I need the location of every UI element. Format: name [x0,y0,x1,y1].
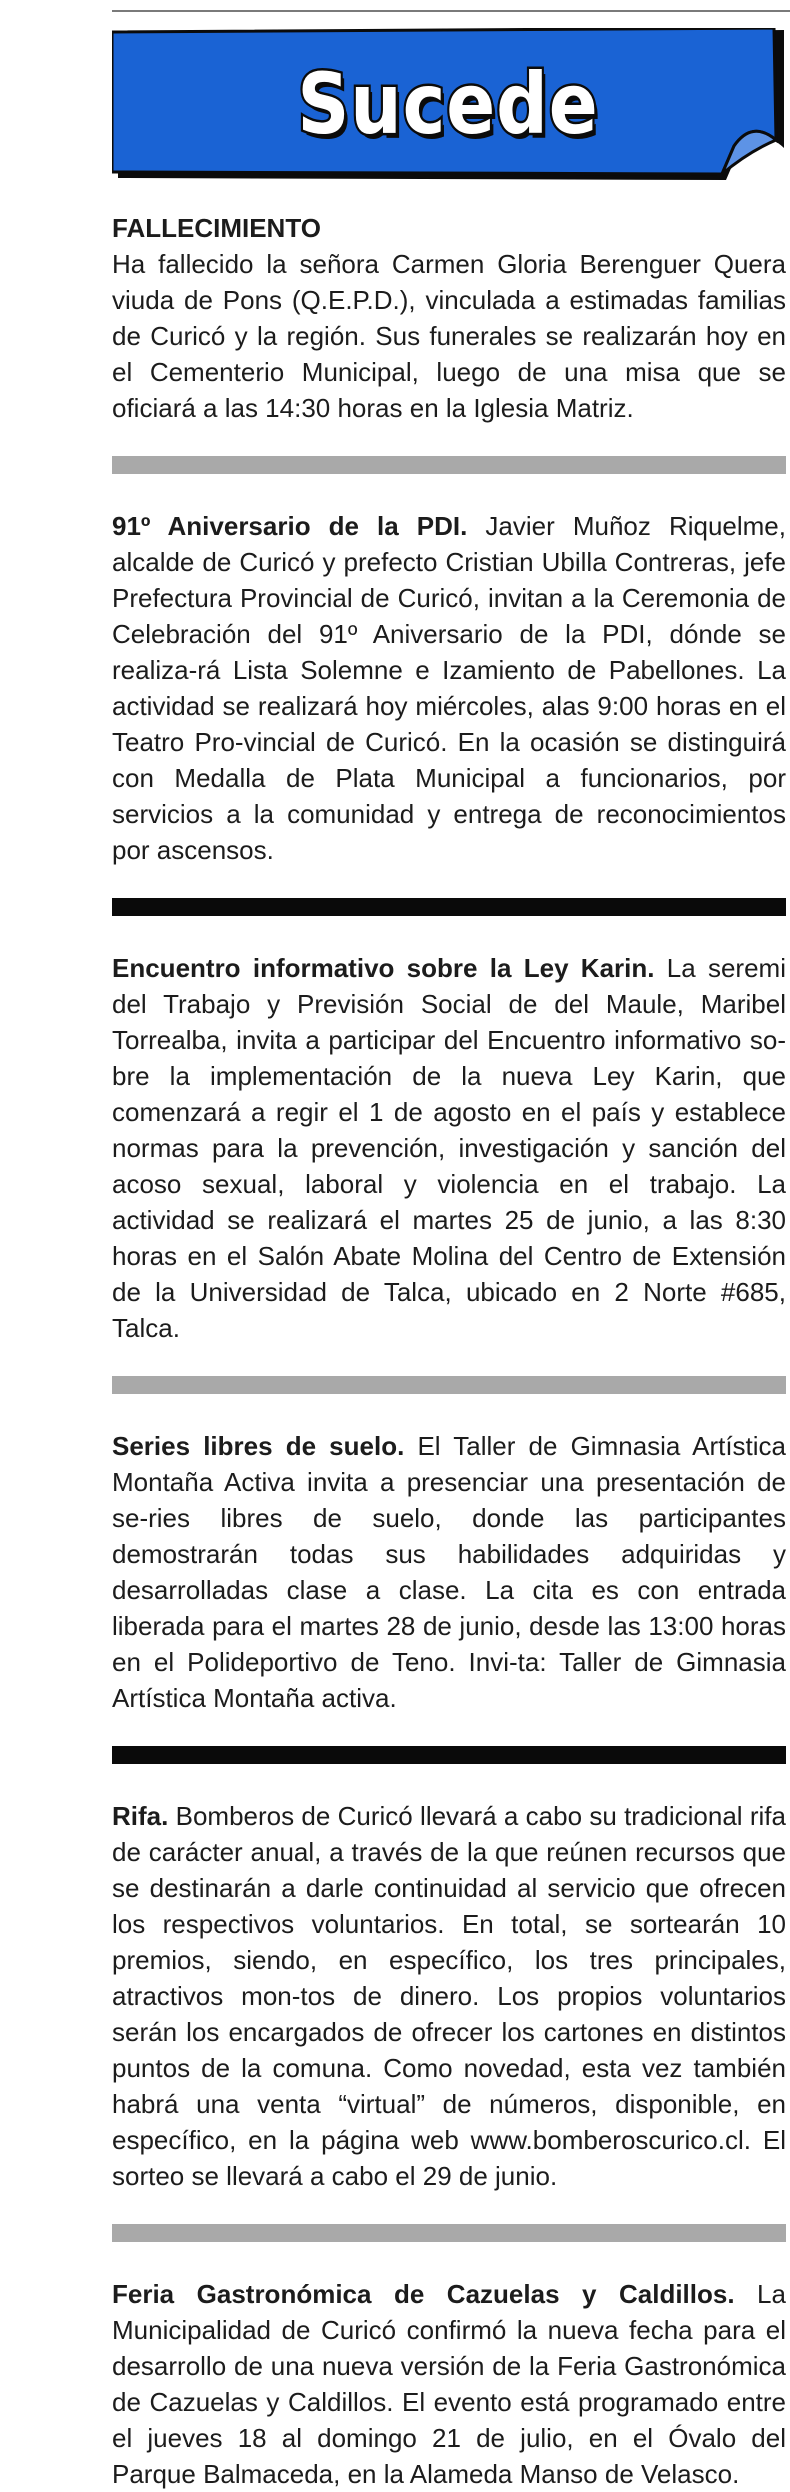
separator-rule [112,898,786,916]
item-lead: Encuentro informativo sobre la Ley Karin. [112,953,655,983]
separator-rule [112,1376,786,1394]
news-item-rifa [112,1798,786,2194]
top-rule [112,10,790,12]
news-item-fallecimiento [112,210,786,426]
item-text: La seremi del Trabajo y Previsión Social de del Maule, Maribel Torrealba, invita a participar del Encuentro informativo so-bre la implementación de la nueva Ley Karin, que comenzará a regir el 1 de agosto en el país y establece normas para la prevención, investigación y sanción del acoso sexual, laboral y violencia en el trabajo. La actividad se realizará el martes 25 de junio, a las 8:30 horas en el Salón Abate Molina del Centro de Extensión de la Universidad de Talca, ubicado en 2 Norte #685, Talca. [112,953,786,1343]
item-lead: 91º Aniversario de la PDI. [112,511,468,541]
item-lead: Feria Gastronómica de Cazuelas y Caldillos. [112,2279,735,2309]
item-text: La Municipalidad de Curicó confirmó la nueva fecha para el desarrollo de una nueva versión de la Feria Gastronómica de Cazuelas y Caldillos. El evento está programado entre el jueves 18 al domingo 21 de julio, en el Óvalo del Parque Balmaceda, en la Alameda Manso de Velasco. [112,2279,786,2489]
item-heading: FALLECIMIENTO [112,213,321,243]
item-text: Bomberos de Curicó llevará a cabo su tradicional rifa de carácter anual, a través de la que reúnen recursos que se destinarán a darle continuidad al servicio que ofrecen los respectivos voluntarios. En total, se sortearán 10 premios, siendo, en específico, los tres principales, atractivos mon-tos de dinero. Los propios voluntarios serán los encargados de ofrecer los cartones en distintos puntos de la comuna. Como novedad, esta vez también habrá una venta “virtual” de números, disponible, en específico, en la página web www.bomberoscurico.cl. El sorteo se llevará a cabo el 29 de junio. [112,1801,786,2191]
news-item-feria [112,2276,786,2492]
item-text: Ha fallecido la señora Carmen Gloria Berenguer Quera viuda de Pons (Q.E.P.D.), vinculada a estimadas familias de Curicó y la región. Sus funerales se realizarán hoy en el Cementerio Municipal, luego de una misa que se oficiará a las 14:30 horas en la Iglesia Matriz. [112,249,786,423]
news-item-series [112,1428,786,1716]
separator-rule [112,456,786,474]
separator-rule [112,1746,786,1764]
news-item-pdi [112,508,786,868]
section-title: Sucede [297,55,599,153]
item-text: Javier Muñoz Riquelme, alcalde de Curicó y prefecto Cristian Ubilla Contreras, jefe Prefectura Provincial de Curicó, invitan a la Ceremonia de Celebración del 91º Aniversario de la PDI, dónde se realiza-rá Lista Solemne e Izamiento de Pabellones. La actividad se realizará hoy miércoles, alas 9:00 horas en el Teatro Pro-vincial de Curicó. En la ocasión se distinguirá con Medalla de Plata Municipal a funcionarios, por servicios a la comunidad y entrega de reconocimientos por ascensos. [112,511,786,865]
separator-rule [112,2224,786,2242]
news-column [112,210,786,2492]
news-item-ley-karin [112,950,786,1346]
item-lead: Rifa. [112,1801,169,1831]
item-lead: Series libres de suelo. [112,1431,405,1461]
section-banner [112,28,784,180]
item-text: El Taller de Gimnasia Artística Montaña Activa invita a presenciar una presentación de se-ries libres de suelo, donde las participantes demostrarán todas sus habilidades adquiridas y desarrolladas clase a clase. La cita es con entrada liberada para el martes 28 de junio, desde las 13:00 horas en el Polideportivo de Teno. Invi-ta: Taller de Gimnasia Artística Montaña activa. [112,1431,787,1713]
